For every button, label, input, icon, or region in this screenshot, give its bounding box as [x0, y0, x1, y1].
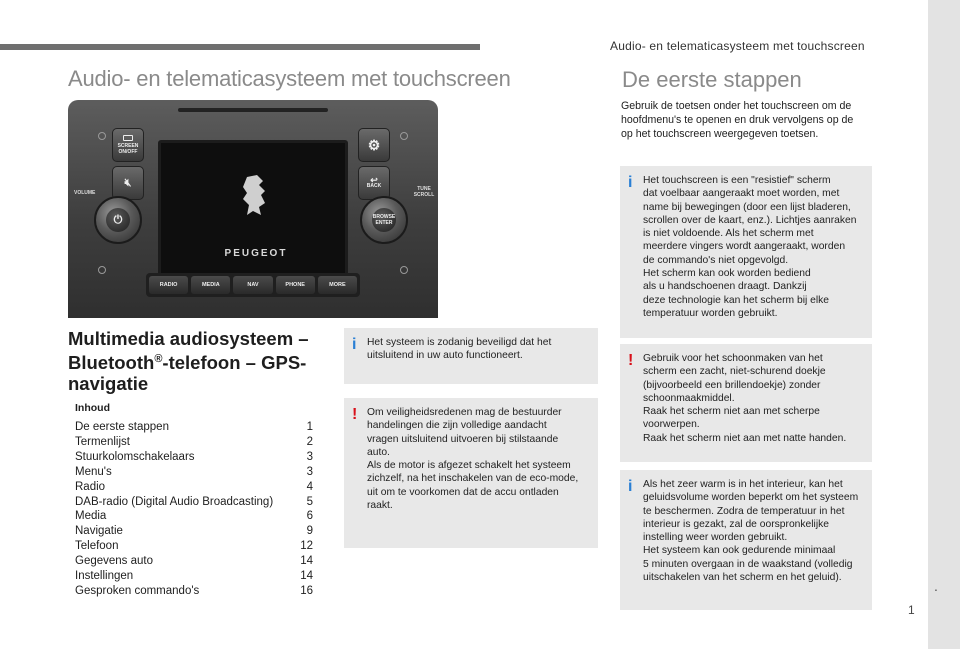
toc-row[interactable] [75, 495, 313, 510]
title-line-2: Bluetooth [68, 352, 155, 374]
softkey-more: MORE [318, 276, 357, 294]
softkey-radio: RADIO [149, 276, 188, 294]
screw-hole [98, 266, 106, 274]
browse-knob [360, 196, 408, 244]
note-text [367, 406, 592, 512]
screw-hole [98, 132, 106, 140]
note-line: uit om te voorkomen dat de accu ontladen [367, 486, 559, 498]
toc-row[interactable] [75, 524, 313, 539]
page-number: 1 [908, 603, 915, 617]
cd-slot [178, 108, 328, 112]
power-button [106, 208, 130, 232]
toc-row[interactable] [75, 554, 313, 569]
screen-icon [123, 135, 133, 141]
toc-page: 6 [306, 510, 313, 523]
note-line: Raak het scherm niet aan met natte handen. [643, 432, 847, 444]
note-line: uitschakelen van het scherm en het geluid). [643, 572, 842, 584]
toc-label: Stuurkolomschakelaars [75, 450, 195, 463]
toc-label: Instellingen [75, 570, 134, 583]
toc-page: 3 [306, 450, 313, 463]
toc-label: Termenlijst [75, 435, 130, 448]
note-line: scherm een zacht, niet-schurend doekje [643, 366, 826, 378]
toc-row[interactable] [75, 435, 313, 450]
warning-icon: ! [628, 352, 634, 369]
mute-icon: 🔇︎ [124, 177, 132, 189]
title-line-1: Multimedia audiosysteem – [68, 328, 309, 349]
note-line: raakt. [367, 500, 393, 512]
header-rule [0, 44, 480, 50]
toc-label: DAB-radio (Digital Audio Broadcasting) [75, 495, 274, 508]
info-icon: i [628, 174, 633, 191]
intro-line: hoofdmenu's te openen en druk vervolgens op de [621, 114, 854, 126]
intro-paragraph [621, 99, 871, 141]
screw-hole [400, 132, 408, 140]
tune-scroll-label: TUNE SCROLL [413, 186, 435, 198]
softkey-phone: PHONE [276, 276, 315, 294]
note-line: Het systeem is zodanig beveiligd dat het [367, 337, 552, 348]
toc-page: 9 [306, 525, 313, 538]
info-icon: i [628, 478, 633, 495]
toc-label: Gesproken commando's [75, 584, 200, 597]
softkey-row [146, 273, 360, 297]
toc-label: Radio [75, 480, 106, 493]
toc-label: Menu's [75, 465, 112, 478]
intro-line: op het touchscreen weergegeven toetsen. [621, 128, 819, 140]
note-text [643, 352, 866, 445]
warning-note-safety [344, 398, 598, 548]
note-line: Gebruik voor het schoonmaken van het [643, 353, 823, 364]
note-line: Als de motor is afgezet schakelt het systeem [367, 460, 571, 472]
toc-page: 3 [306, 465, 313, 478]
screen-onoff-button [112, 128, 144, 162]
note-line: de commando's niet opgevolgd. [643, 254, 789, 266]
peugeot-lion-logo [237, 173, 271, 217]
toc-page: 14 [300, 570, 313, 583]
toc-row[interactable] [75, 539, 313, 554]
note-line: is niet voldoende. Als het scherm met [643, 228, 814, 240]
toc-page: 12 [300, 540, 313, 553]
toc-page: 2 [306, 435, 313, 448]
toc-heading: Inhoud [75, 402, 110, 414]
gear-icon: ⚙ [367, 137, 381, 153]
warning-note-cleaning [620, 344, 872, 462]
side-strip [928, 0, 960, 649]
note-line: Het systeem kan ook gedurende minimaal [643, 545, 836, 557]
toc-row[interactable] [75, 480, 313, 495]
toc-page: 16 [300, 584, 313, 597]
note-line: Het scherm kan ook worden bediend [643, 268, 811, 280]
note-line: interieur is gezakt, zal de oorspronkelijke [643, 518, 830, 530]
multimedia-title [68, 328, 338, 394]
info-note-security [344, 328, 598, 384]
running-header: Audio- en telematicasysteem met touchscreen [610, 39, 865, 53]
volume-label: VOLUME [74, 190, 96, 196]
note-line: name bij bewegingen (door een lijst bladeren, [643, 201, 851, 213]
power-icon: ⏻ [113, 214, 123, 226]
touchscreen [158, 140, 348, 286]
title-line-3: navigatie [68, 373, 149, 395]
volume-knob [94, 196, 142, 244]
toc-label: Media [75, 510, 107, 523]
info-icon: i [352, 336, 357, 353]
back-label: BACK [366, 183, 382, 189]
settings-button [358, 128, 390, 162]
toc-row[interactable] [75, 509, 313, 524]
note-line: scrollen over de kaart, enz.). Lichtjes aanraken [643, 214, 857, 226]
note-line: Om veiligheidsredenen mag de bestuurder [367, 407, 562, 418]
intro-line: Gebruik de toetsen onder het touchscreen om de [621, 100, 852, 112]
toc-row[interactable] [75, 569, 313, 584]
note-line: auto. [367, 446, 390, 458]
toc-page: 4 [306, 480, 313, 493]
note-line: Raak het scherm niet aan met scherpe [643, 406, 820, 418]
toc-page: 14 [300, 555, 313, 568]
info-note-temperature [620, 470, 872, 610]
toc-row[interactable] [75, 450, 313, 465]
note-text [643, 174, 866, 320]
note-line: uitsluitend in uw auto functioneert. [367, 350, 523, 362]
note-text [367, 336, 592, 363]
note-line: temperatuur worden gebruikt. [643, 307, 778, 319]
note-line: zichzelf, na het inschakelen van de eco-mode, [367, 473, 579, 485]
warning-icon: ! [352, 406, 358, 423]
note-line: vragen uitsluitend uitvoeren bij stilstaande [367, 433, 559, 445]
toc-label: Telefoon [75, 540, 119, 553]
browse-enter-button: BROWSE ENTER [372, 208, 396, 232]
registered-mark: ® [154, 353, 163, 365]
info-note-touchscreen [620, 166, 872, 338]
note-line: handelingen die zijn volledige aandacht [367, 420, 547, 432]
note-line: deze technologie kan het scherm bij elke [643, 294, 830, 306]
note-line: Het touchscreen is een "resistief" scherm [643, 175, 831, 186]
note-line: geluidsvolume worden beperkt om het systeem [643, 492, 859, 504]
toc-page: 5 [306, 495, 313, 508]
note-line: dat voelbaar aangeraakt moet worden, met [643, 188, 840, 200]
note-line: als u handschoenen draagt. Dankzij [643, 281, 807, 293]
toc-label: Gegevens auto [75, 555, 154, 568]
page-title: Audio- en telematicasysteem met touchscreen [68, 66, 511, 91]
toc-label: Navigatie [75, 525, 123, 538]
toc-row[interactable] [75, 584, 313, 599]
page-marker: . [934, 578, 938, 594]
note-line: instelling weer worden gebruikt. [643, 532, 788, 544]
title-line-2b: -telefoon – GPS- [162, 352, 307, 374]
back-icon: ↩ [370, 175, 378, 185]
brand-name: PEUGEOT [224, 248, 288, 259]
note-line: 5 minuten overgaan in de waakstand (volledig [643, 558, 853, 570]
head-unit-illustration [68, 100, 438, 318]
mute-button [112, 166, 144, 200]
note-line: meerdere vingers wordt aangeraakt, worden [643, 241, 846, 253]
note-line: Als het zeer warm is in het interieur, kan het [643, 479, 843, 490]
softkey-nav: NAV [233, 276, 272, 294]
screw-hole [400, 266, 408, 274]
note-line: (bijvoorbeeld een brillendoekje) zonder [643, 379, 821, 391]
note-line: schoonmaakmiddel. [643, 392, 735, 404]
toc-row[interactable] [75, 465, 313, 480]
note-text [643, 478, 866, 584]
softkey-media: MEDIA [191, 276, 230, 294]
toc-page: 1 [306, 421, 313, 433]
screen-onoff-label: SCREEN ON/OFF [117, 143, 139, 155]
note-line: voorwerpen. [643, 419, 700, 431]
section-title: De eerste stappen [622, 67, 802, 92]
toc-row[interactable] [75, 420, 313, 435]
table-of-contents [75, 420, 313, 599]
back-button [358, 166, 390, 200]
note-line: te beschermen. Zodra de temperatuur in het [643, 505, 845, 517]
toc-label: De eerste stappen [75, 421, 169, 433]
